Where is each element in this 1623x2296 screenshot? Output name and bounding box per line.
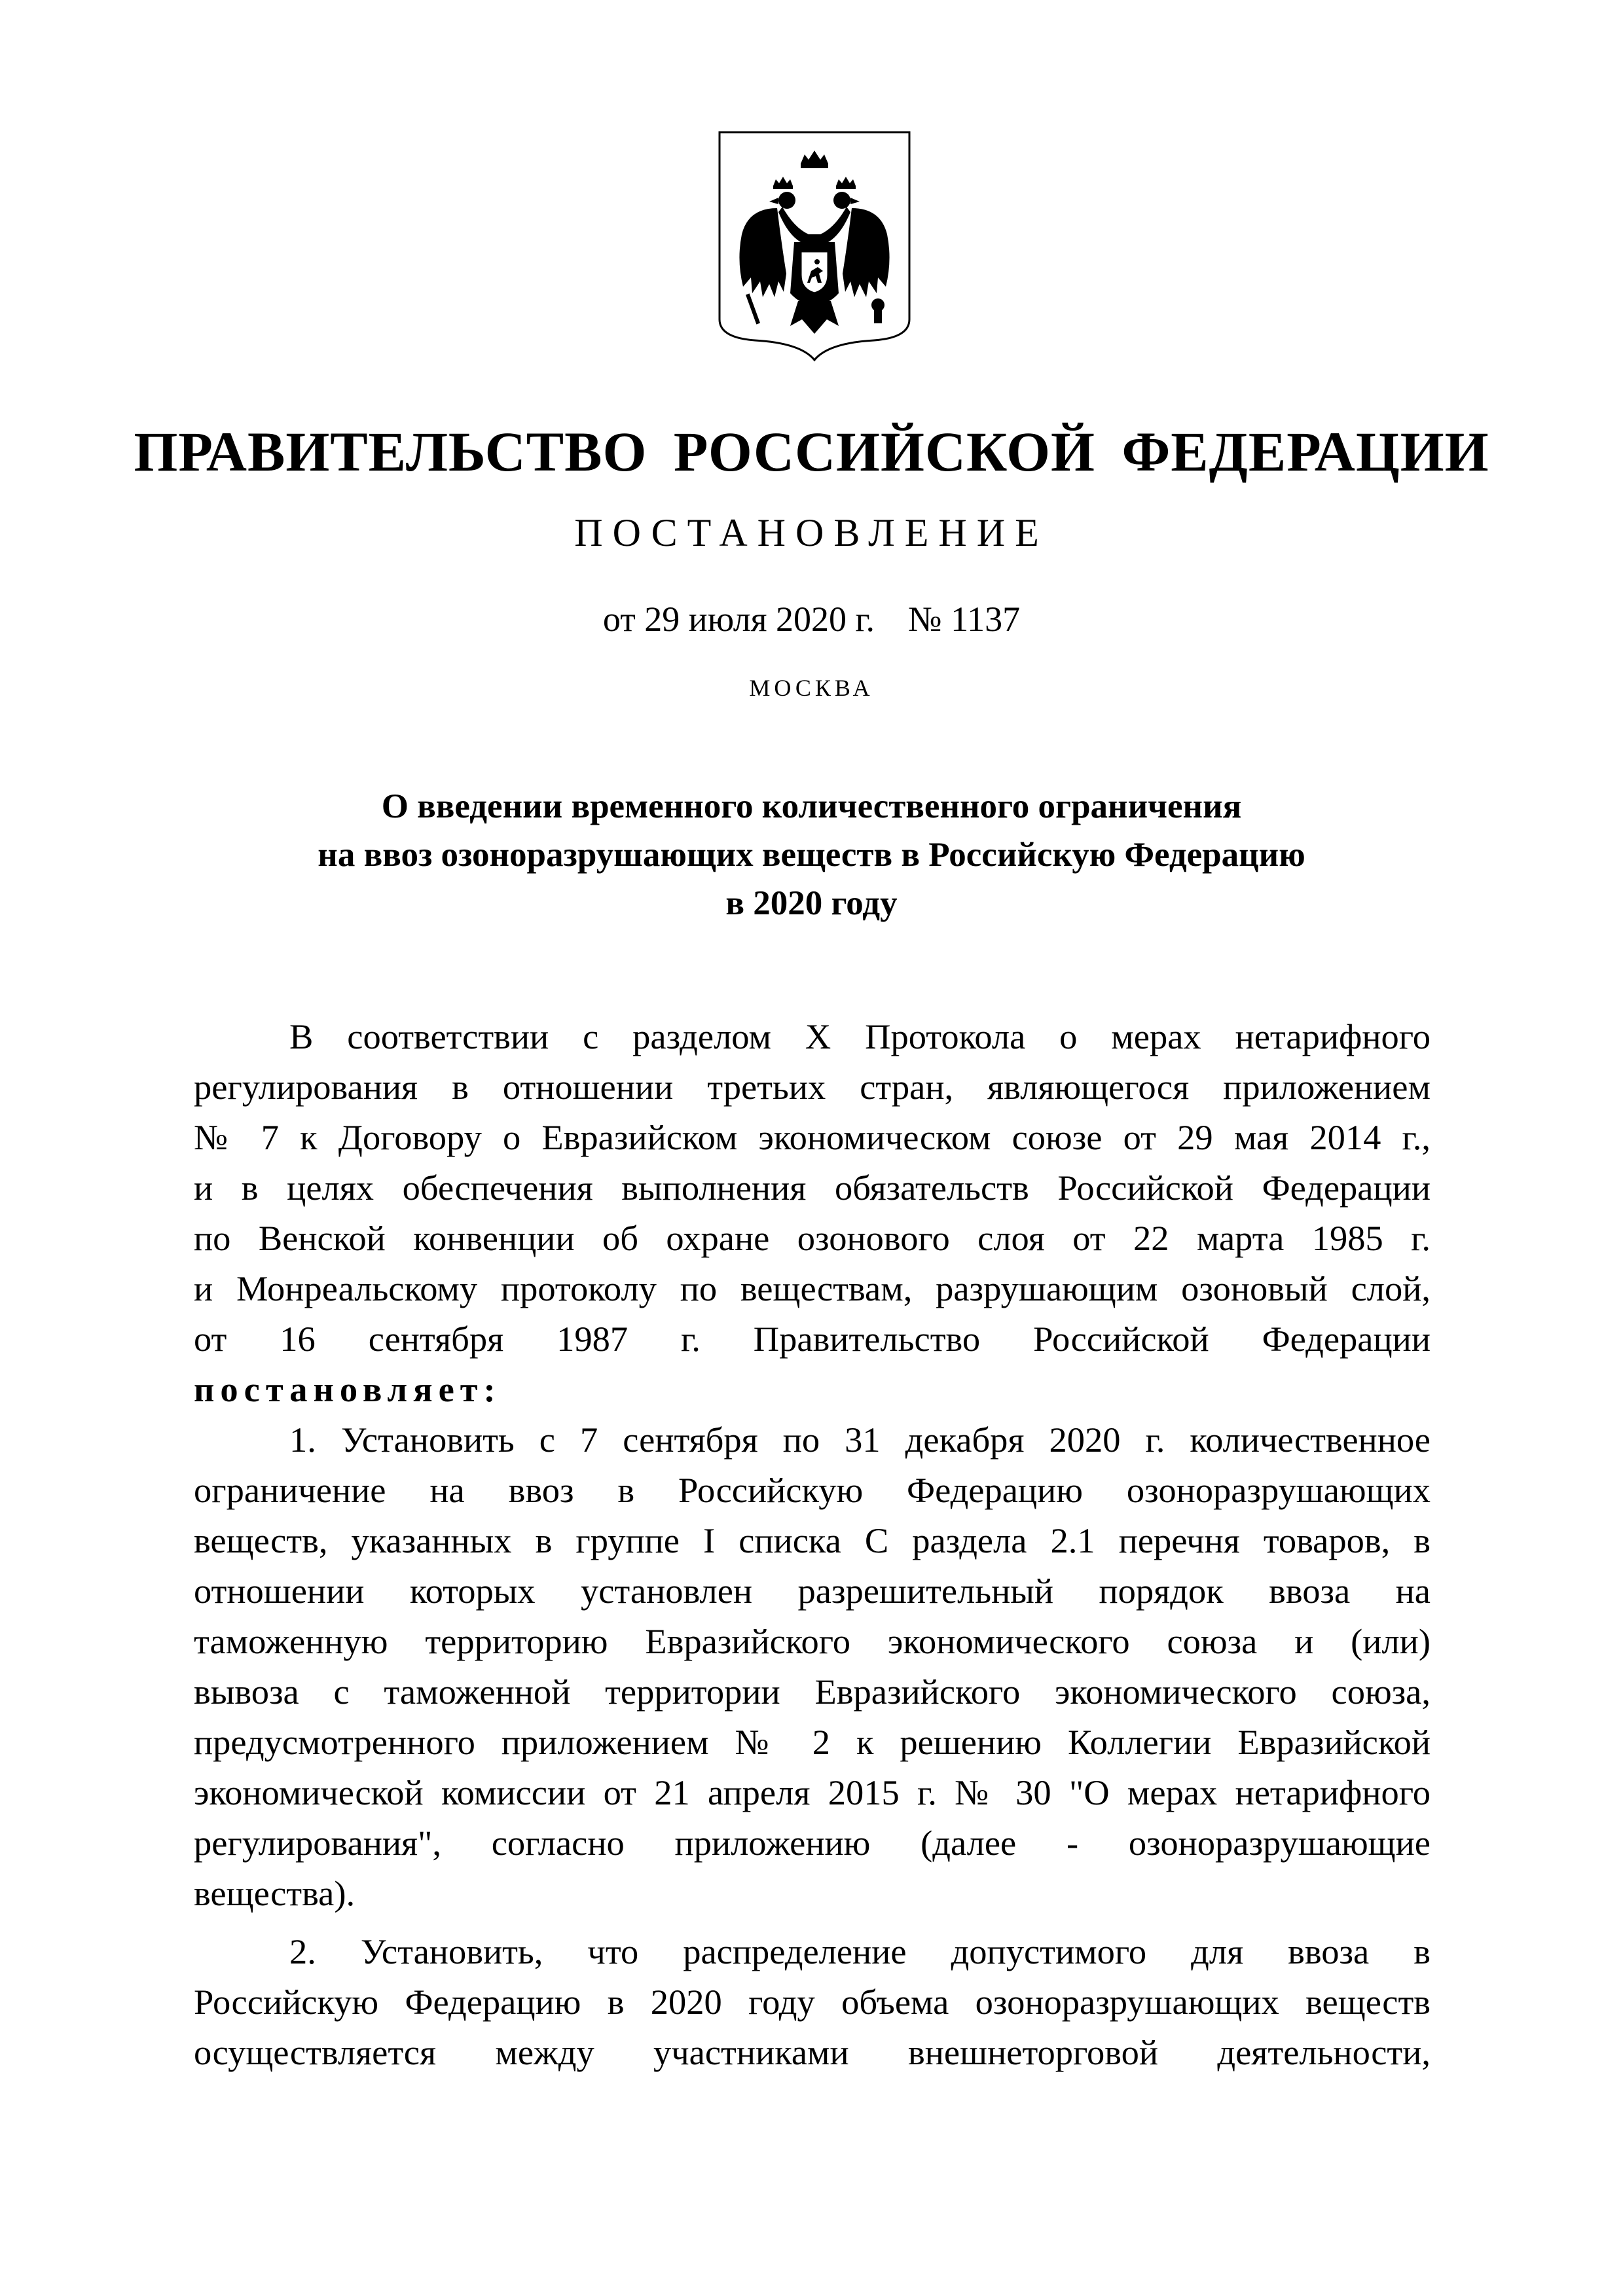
russian-coat-of-arms-icon (717, 130, 912, 362)
document-subject (196, 782, 1427, 927)
subject-line: в 2020 году (725, 884, 898, 922)
government-title: ПРАВИТЕЛЬСТВО РОССИЙСКОЙ ФЕДЕРАЦИИ (134, 420, 1489, 483)
number-label: № (908, 600, 942, 639)
document-date-number (0, 599, 1623, 639)
text-line: таможенную территорию Евразийского экономического союза и (или) (194, 1621, 1431, 1661)
text-line: регулирования", согласно приложению (далее - озоноразрушающие (194, 1823, 1431, 1863)
text-line: осуществляется между участниками внешнеторговой деятельности, (194, 2032, 1431, 2072)
coat-of-arms-emblem (717, 130, 912, 362)
text-line: 1. Установить с 7 сентября по 31 декабря 2020 г. количественное (289, 1420, 1431, 1460)
text-line: экономической комиссии от 21 апреля 2015 г. № 30 "О мерах нетарифного (194, 1772, 1431, 1812)
text-line: 2. Установить, что распределение допустимого для ввоза в (289, 1931, 1431, 1971)
text-line: № 7 к Договору о Евразийском экономическом союзе от 29 мая 2014 г., (194, 1117, 1431, 1157)
item-1-paragraph (194, 1414, 1431, 1918)
text-line: от 16 сентября 1987 г. Правительство Российской Федерации (194, 1319, 1431, 1359)
city-name: МОСКВА (749, 675, 874, 701)
item-2-paragraph (194, 1926, 1431, 2077)
text-line: вещества). (194, 1873, 356, 1913)
subject-line: на ввоз озоноразрушающих веществ в Российскую Федерацию (318, 836, 1305, 874)
subject-line: О введении временного количественного ограничения (381, 787, 1242, 825)
text-line: В соответствии с разделом X Протокола о мерах нетарифного (289, 1016, 1431, 1056)
document-body (194, 1011, 1431, 2077)
text-line: ограничение на ввоз в Российскую Федерацию озоноразрушающих (194, 1470, 1431, 1510)
document-date: от 29 июля 2020 г. (602, 600, 875, 639)
text-line: регулирования в отношении третьих стран, являющегося приложением (194, 1067, 1431, 1107)
text-line: Российскую Федерацию в 2020 году объема озоноразрушающих веществ (194, 1982, 1431, 2022)
text-line: веществ, указанных в группе I списка С раздела 2.1 перечня товаров, в (194, 1520, 1431, 1560)
resolve-word: постановляет: (194, 1369, 501, 1409)
text-line: предусмотренного приложением № 2 к решению Коллегии Евразийской (194, 1722, 1431, 1762)
document-type: ПОСТАНОВЛЕНИЕ (574, 511, 1049, 554)
preamble-paragraph (194, 1011, 1431, 1414)
text-line: по Венской конвенции об охране озонового слоя от 22 марта 1985 г. (194, 1218, 1431, 1258)
text-line: отношении которых установлен разрешительный порядок ввоза на (194, 1571, 1431, 1611)
text-line: и в целях обеспечения выполнения обязательств Российской Федерации (194, 1168, 1431, 1208)
text-line: и Монреальскому протоколу по веществам, разрушающим озоновый слой, (194, 1268, 1431, 1308)
text-line: вывоза с таможенной территории Евразийского экономического союза, (194, 1672, 1431, 1712)
document-number: 1137 (951, 600, 1021, 639)
